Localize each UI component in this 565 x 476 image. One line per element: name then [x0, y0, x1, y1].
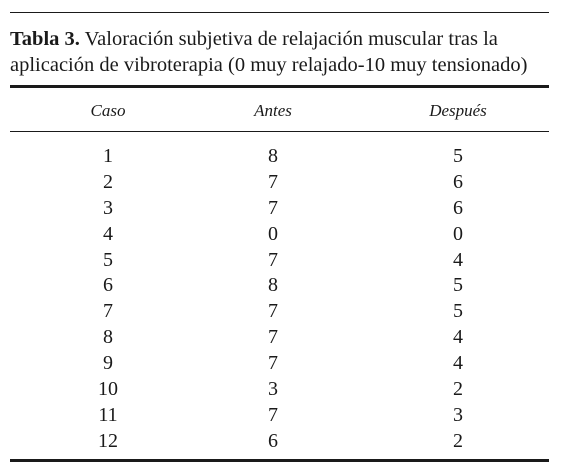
cell-after: 5 [453, 145, 463, 167]
column-header-before: Antes [254, 101, 292, 120]
caption-line-2: aplicación de vibroterapia (0 muy relajado-10 muy tensionado) [10, 54, 528, 76]
column-header-case: Caso [90, 101, 126, 120]
cell-before: 3 [268, 378, 278, 401]
caption-label: Tabla 3. [10, 28, 80, 50]
table-row [10, 351, 549, 377]
cell-before: 7 [268, 196, 278, 219]
table-row [10, 429, 549, 455]
header-bottom-rule [10, 131, 549, 132]
caption-line-1 [10, 26, 555, 52]
bottom-rule [10, 459, 549, 462]
cell-before: 8 [268, 145, 278, 167]
cell-after: 5 [453, 300, 463, 323]
table-row [10, 170, 549, 196]
cell-before: 7 [268, 170, 278, 193]
column-header-after: Después [429, 101, 487, 120]
cell-after: 3 [453, 403, 463, 426]
table-row [10, 248, 549, 274]
cell-after: 4 [453, 352, 463, 375]
cell-after: 0 [453, 222, 463, 245]
table-row [10, 273, 549, 299]
table-caption [10, 26, 555, 78]
cell-before: 7 [268, 300, 278, 323]
cell-after: 5 [453, 274, 463, 297]
cell-before: 0 [268, 222, 278, 245]
cell-after: 6 [453, 196, 463, 219]
header-top-rule [10, 85, 549, 88]
cell-case: 12 [98, 429, 118, 452]
cell-case: 2 [103, 170, 113, 193]
table-row [10, 325, 549, 351]
top-rule [10, 12, 549, 13]
table-row [10, 222, 549, 248]
cell-before: 7 [268, 352, 278, 375]
cell-after: 4 [453, 326, 463, 349]
table-row [10, 403, 549, 429]
table-row [10, 144, 549, 170]
caption-title-part-1: Valoración subjetiva de relajación muscular tras la [79, 28, 498, 50]
cell-before: 7 [268, 403, 278, 426]
table-row [10, 196, 549, 222]
cell-case: 8 [103, 326, 113, 349]
cell-case: 10 [98, 378, 118, 401]
cell-case: 1 [103, 145, 113, 167]
cell-case: 9 [103, 352, 113, 375]
table-row [10, 377, 549, 403]
cell-after: 2 [453, 429, 463, 452]
cell-after: 2 [453, 378, 463, 401]
cell-before: 6 [268, 429, 278, 452]
table-row [10, 299, 549, 325]
cell-case: 7 [103, 300, 113, 323]
cell-case: 4 [103, 222, 113, 245]
cell-after: 6 [453, 170, 463, 193]
cell-before: 7 [268, 326, 278, 349]
cell-before: 7 [268, 248, 278, 271]
table-body [10, 144, 549, 455]
cell-case: 5 [103, 248, 113, 271]
cell-before: 8 [268, 274, 278, 297]
cell-after: 4 [453, 248, 463, 271]
cell-case: 6 [103, 274, 113, 297]
cell-case: 3 [103, 196, 113, 219]
cell-case: 11 [98, 403, 118, 426]
